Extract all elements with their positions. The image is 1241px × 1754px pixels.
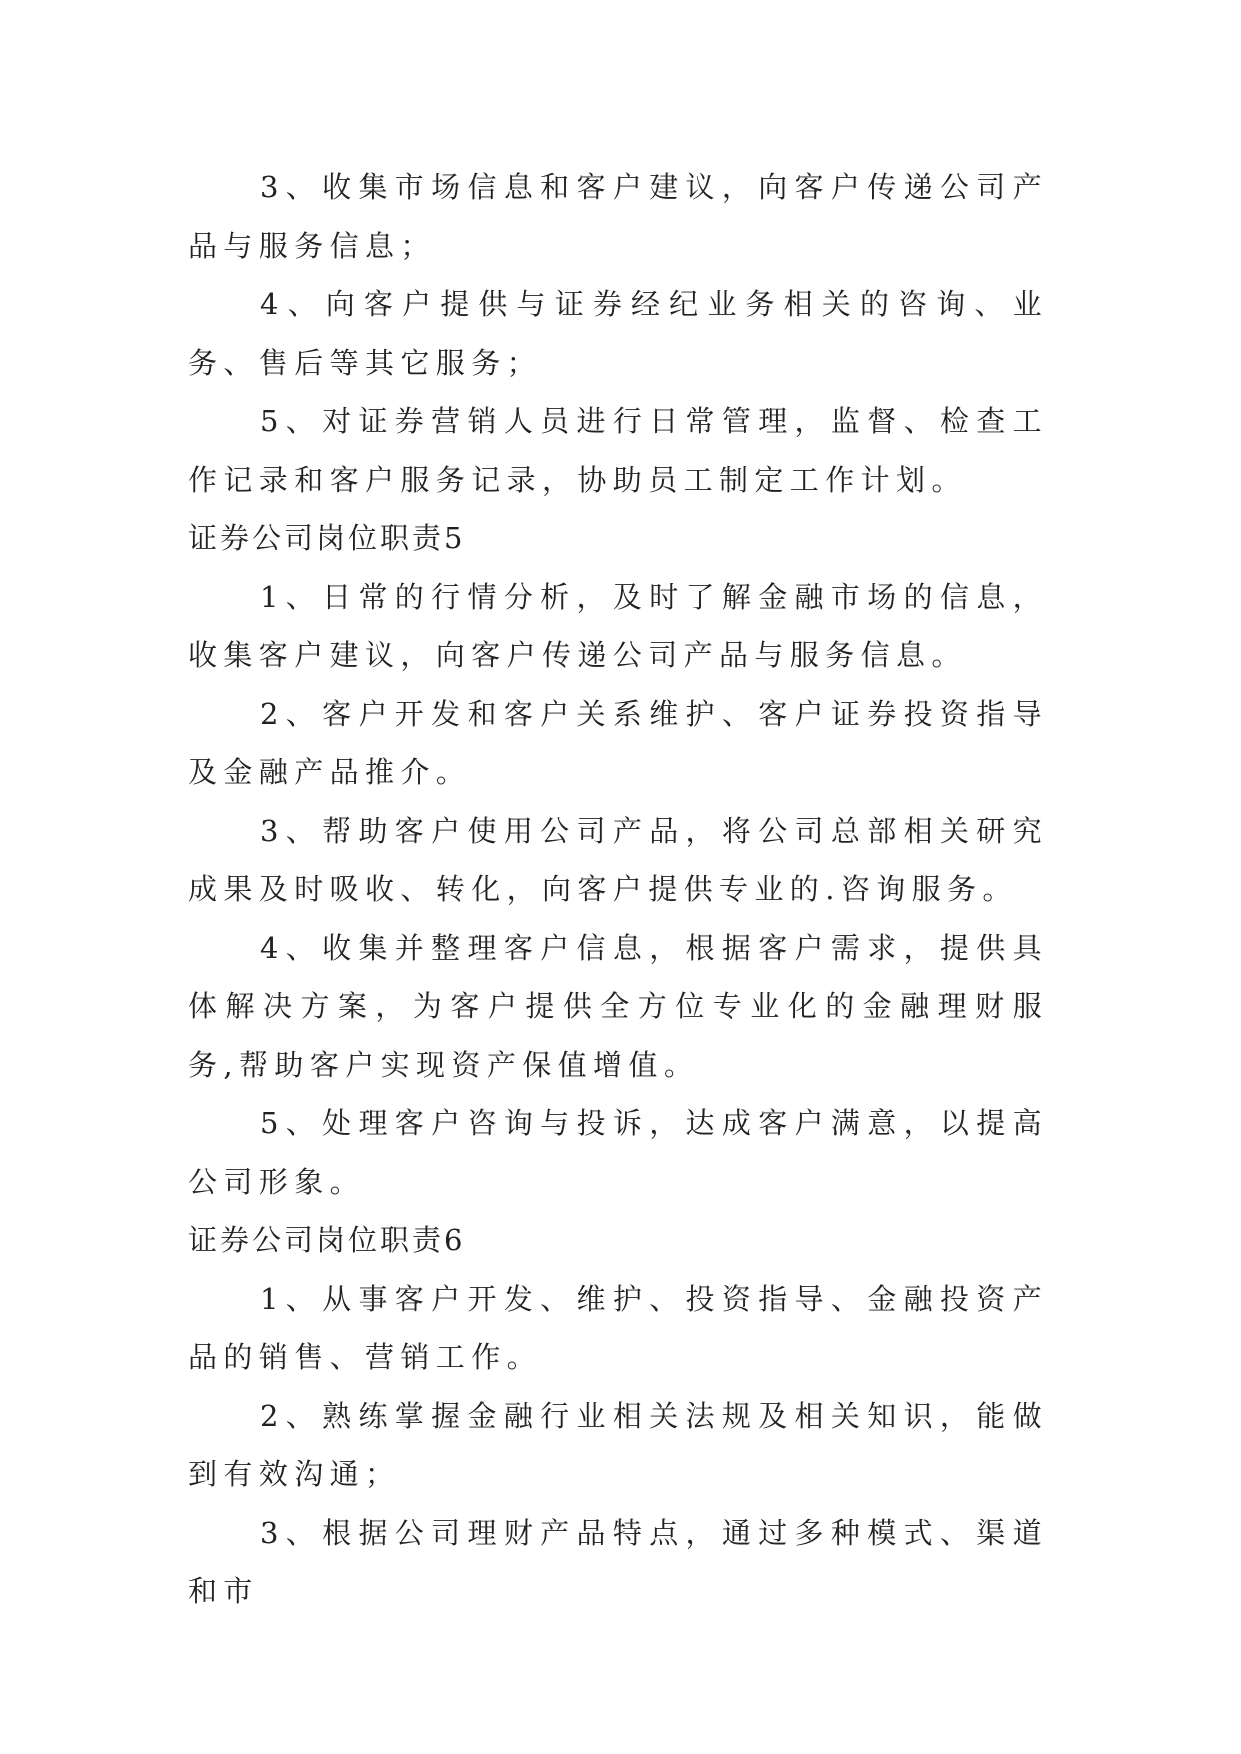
paragraph-item-1: 1、从事客户开发、维护、投资指导、金融投资产品的销售、营销工作。: [188, 1281, 1048, 1374]
paragraph-item-2: 2、熟练掌握金融行业相关法规及相关知识，能做到有效沟通；: [188, 1398, 1048, 1491]
paragraph-item-5: 5、对证券营销人员进行日常管理，监督、检查工作记录和客户服务记录，协助员工制定工作计划。: [188, 404, 1048, 497]
section-heading-6: 证券公司岗位职责6: [188, 1223, 466, 1257]
paragraph-item-3: 3、收集市场信息和客户建议，向客户传递公司产品与服务信息；: [188, 170, 1048, 263]
paragraph-item-3: 3、根据公司理财产品特点，通过多种模式、渠道和市: [188, 1515, 1048, 1608]
paragraph-item-4: 4、收集并整理客户信息，根据客户需求，提供具体解决方案，为客户提供全方位专业化的金融理财服务,帮助客户实现资产保值增值。: [188, 930, 1048, 1082]
paragraph-item-5: 5、处理客户咨询与投诉，达成客户满意，以提高公司形象。: [188, 1106, 1048, 1199]
paragraph-item-3: 3、帮助客户使用公司产品，将公司总部相关研究成果及时吸收、转化，向客户提供专业的.咨询服务。: [188, 813, 1048, 906]
section-heading-5: 证券公司岗位职责5: [188, 521, 466, 555]
paragraph-item-4: 4、向客户提供与证券经纪业务相关的咨询、业务、售后等其它服务；: [188, 287, 1048, 380]
paragraph-item-2: 2、客户开发和客户关系维护、客户证券投资指导及金融产品推介。: [188, 696, 1048, 789]
paragraph-item-1: 1、日常的行情分析，及时了解金融市场的信息，收集客户建议，向客户传递公司产品与服务信息。: [188, 579, 1048, 672]
document-body: [188, 158, 1048, 1621]
